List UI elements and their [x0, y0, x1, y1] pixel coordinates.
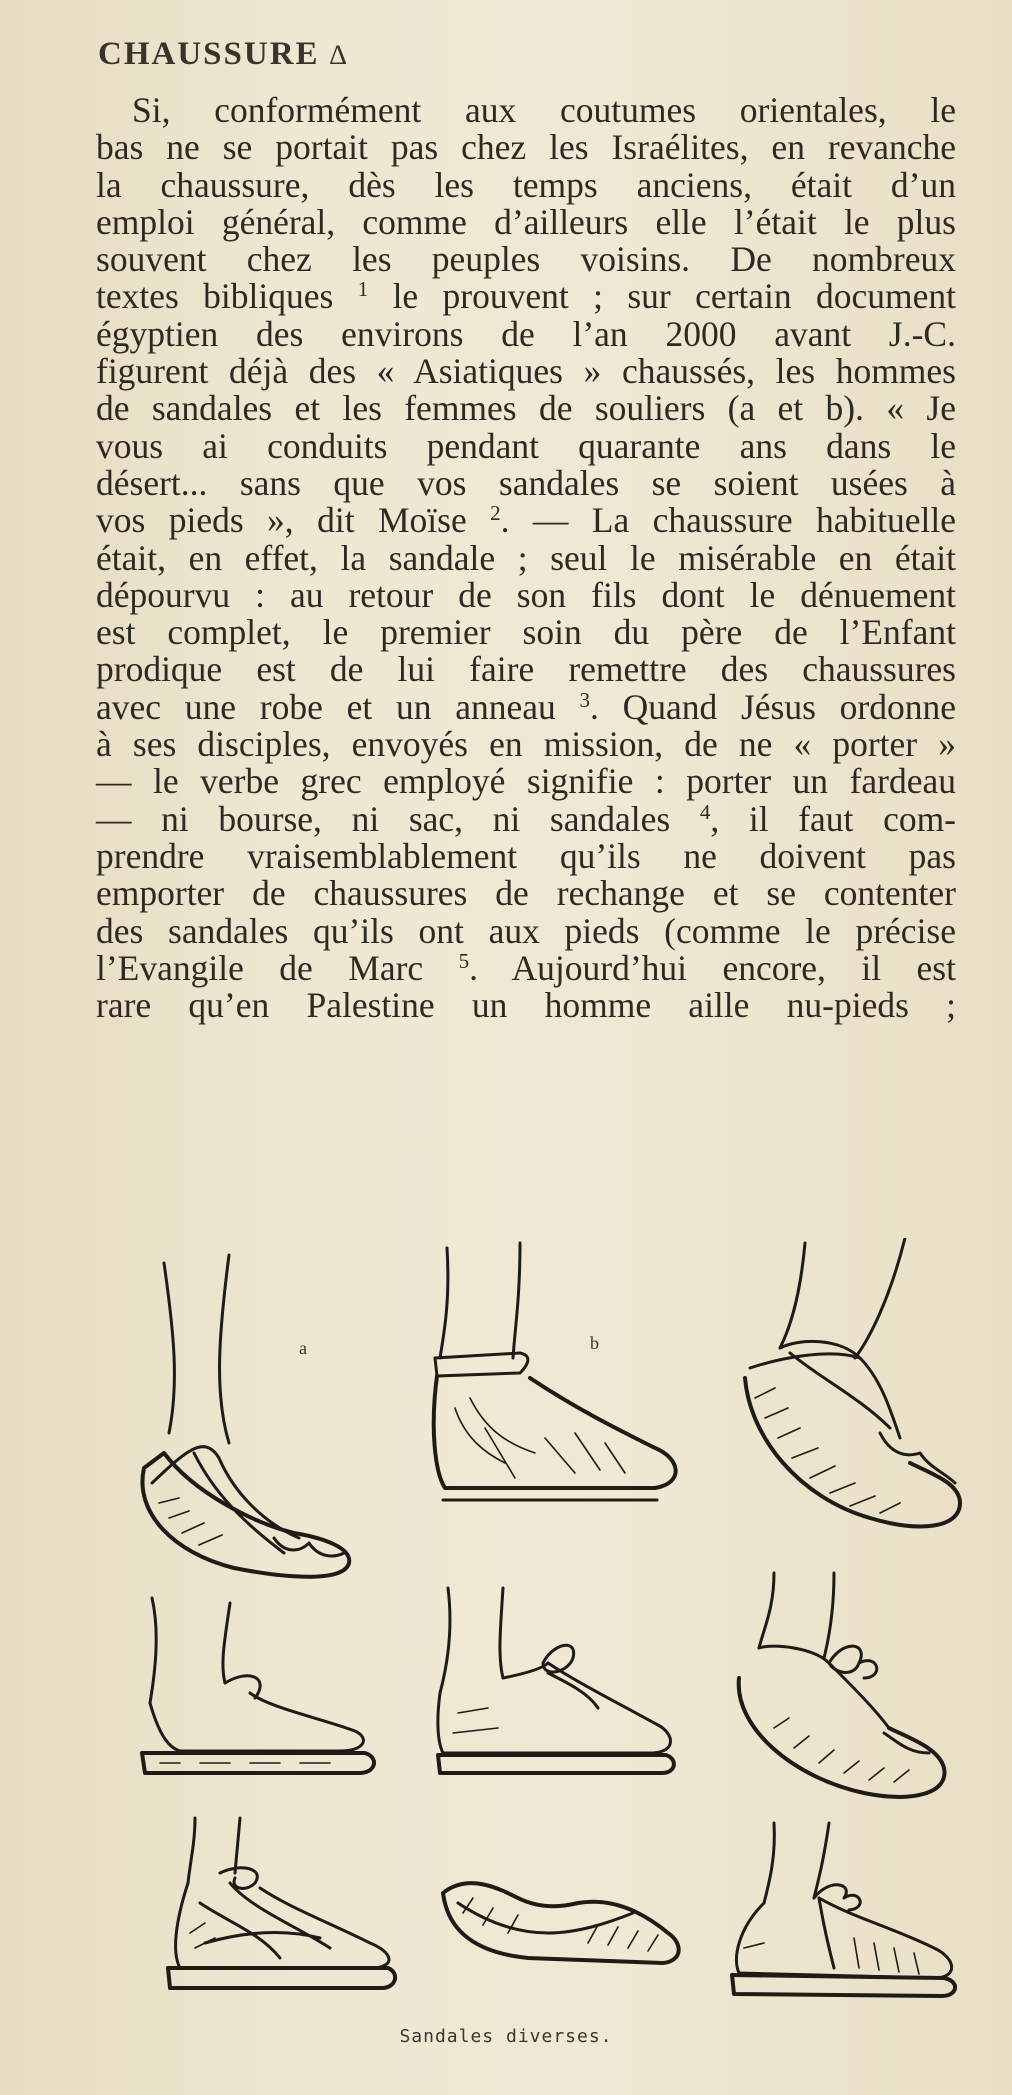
text-line	[96, 425, 956, 466]
footnote-ref: 2	[490, 501, 501, 526]
sandal-drawing-4	[140, 1593, 380, 1783]
text-segment: désert... sans que vos sandales se soient usées à	[96, 462, 956, 503]
text-line	[96, 763, 956, 800]
text-segment: prendre vraisemblablement qu’ils ne doivent pas	[96, 835, 956, 876]
text-line	[96, 726, 956, 763]
text-line	[96, 537, 956, 578]
footnote-ref: 5	[458, 948, 470, 973]
text-segment: la chaussure, dès les temps anciens, était d’un	[96, 164, 956, 205]
text-line	[96, 835, 956, 876]
text-line	[96, 502, 956, 539]
figure-label-b: b	[590, 1333, 599, 1353]
text-segment: l’Evangile de Marc	[96, 947, 459, 988]
text-segment: égyptien des environs de l’an 2000 avant J.-C.	[96, 313, 956, 354]
sandal-drawing-8	[438, 1853, 688, 1973]
text-line	[96, 92, 956, 129]
sandal-drawing-3	[740, 1238, 970, 1558]
text-segment: vos pieds », dit Moïse	[96, 500, 491, 541]
text-segment: figurent déjà des « Asiatiques » chaussés, les hommes	[96, 351, 956, 392]
text-line	[96, 614, 956, 651]
text-line	[96, 390, 956, 427]
text-segment: est complet, le premier soin du père de l’Enfant	[96, 612, 956, 653]
text-line	[96, 910, 956, 951]
text-line	[96, 278, 956, 315]
sandal-drawing-b	[425, 1238, 685, 1518]
text-segment: avec une robe et un anneau	[96, 686, 580, 727]
text-segment: . Aujourd’hui encore, il est	[469, 947, 956, 988]
text-segment: textes bibliques	[96, 276, 358, 317]
figure-caption: Sandales diverses.	[399, 2026, 613, 2047]
text-segment: le prouvent ; sur certain document	[368, 276, 957, 317]
footnote-ref: 4	[699, 799, 711, 824]
text-line	[96, 947, 956, 988]
text-segment: à ses disciples, envoyés en mission, de ne « porter »	[96, 724, 956, 765]
article-heading	[98, 36, 349, 73]
text-segment: souvent chez les peuples voisins. De nombreux	[96, 239, 956, 280]
sandal-drawing-9	[724, 1818, 964, 1998]
text-segment: de sandales et les femmes de souliers (a et b). « Je	[96, 388, 956, 429]
sandal-drawing-7	[160, 1813, 400, 1993]
footnote-ref: 3	[579, 687, 590, 712]
text-line	[96, 241, 956, 278]
text-line	[96, 129, 956, 166]
text-line	[96, 462, 956, 503]
sandals-illustration	[120, 1228, 980, 1998]
text-segment: bas ne se portait pas chez les Israélites, en revanche	[96, 127, 956, 168]
text-segment: — ni bourse, ni sac, ni sandales	[96, 798, 700, 839]
text-line	[96, 651, 956, 688]
text-segment: prodique est de lui faire remettre des chaussures	[96, 649, 956, 690]
text-segment: emploi général, comme d’ailleurs elle l’était le plus	[96, 201, 956, 242]
text-line	[96, 798, 957, 839]
text-line	[96, 313, 956, 354]
text-segment: rare qu’en Palestine un homme aille nu-pieds ;	[96, 985, 956, 1026]
text-line	[96, 164, 956, 205]
sandal-drawing-a	[134, 1253, 364, 1593]
figure-label-a: a	[299, 1338, 307, 1358]
heading-text: CHAUSSURE	[98, 36, 320, 72]
text-line	[96, 686, 956, 727]
article-body	[96, 92, 956, 1024]
text-segment: dépourvu : au retour de son fils dont le dénuement	[96, 574, 956, 615]
text-segment: vous ai conduits pendant quarante ans dans le	[96, 425, 956, 466]
text-segment: des sandales qu’ils ont aux pieds (comme le précise	[96, 910, 956, 951]
sandal-drawing-5	[428, 1583, 688, 1783]
text-segment: . Quand Jésus ordonne	[589, 686, 956, 727]
text-line	[96, 574, 956, 615]
text-line	[96, 987, 956, 1024]
text-segment: Si, conformément aux coutumes orientales, le	[132, 90, 956, 130]
text-line	[96, 875, 956, 912]
text-segment: était, en effet, la sandale ; seul le misérable en était	[96, 537, 956, 578]
text-line	[96, 353, 956, 390]
text-segment: , il faut com-	[710, 798, 957, 839]
text-segment: — le verbe grec employé signifie : porter un fardeau	[96, 761, 956, 802]
text-line	[96, 201, 956, 242]
sandal-drawing-6	[734, 1568, 954, 1808]
delta-mark: ∆	[329, 40, 349, 71]
text-segment: emporter de chaussures de rechange et se contenter	[96, 873, 956, 914]
footnote-ref: 1	[357, 277, 369, 302]
text-segment: . — La chaussure habituelle	[500, 500, 956, 541]
